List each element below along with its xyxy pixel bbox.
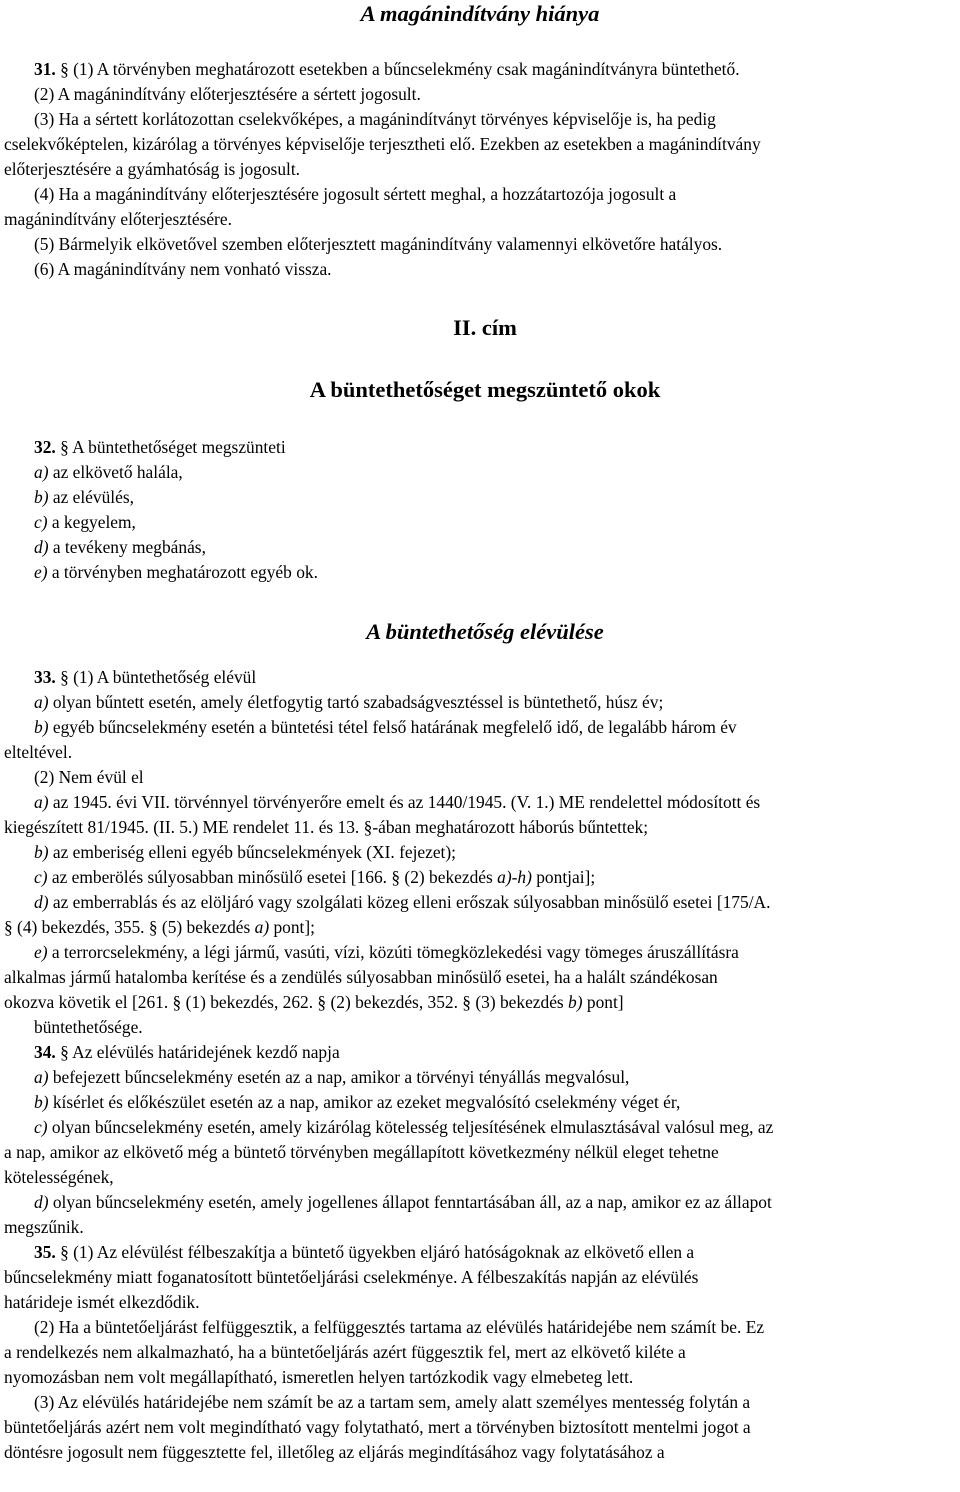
line-text: (2) A magánindítvány előterjesztésére a sértett jogosult.: [34, 84, 421, 104]
text-line: [4, 865, 956, 890]
item-letter: a): [34, 1067, 49, 1087]
line-text: a törvényben meghatározott egyéb ok.: [47, 562, 318, 582]
item-letter: c): [34, 1117, 48, 1137]
text-line: [4, 915, 956, 940]
line-text: (2) Nem évül el: [34, 767, 144, 787]
line-text: cselekvőképtelen, kizárólag a törvényes képviselője terjesztheti elő. Ezekben az esetekben a magánindítvány: [4, 134, 761, 154]
line-text: (6) A magánindítvány nem vonható vissza.: [34, 259, 332, 279]
text-line: [4, 1390, 956, 1415]
text-line: [4, 257, 956, 282]
line-text: pont]: [582, 992, 624, 1012]
item-letter: a): [34, 462, 49, 482]
item-letter: c): [34, 512, 48, 532]
item-letter: b): [34, 842, 49, 862]
item-letter: b): [34, 717, 49, 737]
document-page: [4, 0, 956, 1465]
item-letter: d): [34, 1192, 49, 1212]
text-line: [4, 1115, 956, 1140]
section-31: [4, 57, 956, 282]
section-number: 32.: [34, 437, 56, 457]
text-line: [4, 510, 956, 535]
text-line: [4, 1165, 956, 1190]
line-text: § (4) bekezdés, 355. § (5) bekezdés: [4, 917, 255, 937]
line-text: az emberölés súlyosabban minősülő esetei [166. § (2) bekezdés: [47, 867, 498, 887]
item-letter: c): [34, 867, 48, 887]
item-letter: b): [34, 487, 49, 507]
line-text: büntetőeljárás azért nem volt megindítható vagy folytatható, mert a törvényben biztosított mentelmi jogot a: [4, 1417, 751, 1437]
text-line: [4, 1440, 956, 1465]
text-line: [4, 1415, 956, 1440]
text-line: [4, 82, 956, 107]
line-text: pont];: [269, 917, 316, 937]
text-line: [4, 740, 956, 765]
line-text: befejezett bűncselekmény esetén az a nap, amikor a törvényi tényállás megvalósul,: [48, 1067, 630, 1087]
line-text: a tevékeny megbánás,: [48, 537, 206, 557]
line-text: az emberrablás és az elöljáró vagy szolgálati közeg elleni erőszak súlyosabban minősülő esetei [175/A.: [48, 892, 771, 912]
line-text: az elkövető halála,: [48, 462, 183, 482]
line-text: kötelességének,: [4, 1167, 114, 1187]
text-line: [4, 460, 956, 485]
item-letter: a): [254, 917, 270, 937]
line-text: (4) Ha a magánindítvány előterjesztésére jogosult sértett meghal, a hozzátartozója jogosult a: [34, 184, 677, 204]
text-line: [4, 57, 956, 82]
line-text: olyan bűntett esetén, amely életfogytig tartó szabadságvesztéssel is büntethető, húsz év;: [48, 692, 664, 712]
text-line: [4, 990, 956, 1015]
line-text: az 1945. évi VII. törvénnyel törvényerőre emelt és az 1440/1945. (V. 1.) ME rendelettel módosított és: [48, 792, 761, 812]
text-line: [4, 207, 956, 232]
text-line: [4, 435, 956, 460]
chapter-number: II. cím: [453, 315, 517, 340]
text-line: [4, 1190, 956, 1215]
item-letter: b): [34, 1092, 49, 1112]
section-32: [4, 435, 956, 585]
section-number: 35.: [34, 1242, 56, 1262]
text-line: [4, 1290, 956, 1315]
item-letter: e): [34, 562, 48, 582]
text-line: [4, 182, 956, 207]
text-line: [4, 965, 956, 990]
text-line: [4, 1265, 956, 1290]
text-line: [4, 1065, 956, 1090]
line-text: olyan bűncselekmény esetén, amely kizárólag kötelesség teljesítésének elmulasztásával valósul meg, az: [47, 1117, 774, 1137]
line-text: (2) Ha a büntetőeljárást felfüggesztik, a felfüggesztés tartama az elévülés határidejébe nem számít be. Ez: [34, 1317, 765, 1337]
section-heading-elevules: A büntethetőség elévülése: [366, 619, 604, 644]
text-line: [4, 1215, 956, 1240]
section-33-35: [4, 665, 956, 1465]
text-line: [4, 1090, 956, 1115]
item-letter: e): [34, 942, 48, 962]
text-line: [4, 715, 956, 740]
line-text: büntethetősége.: [34, 1017, 143, 1037]
line-text: § (1) A büntethetőség elévül: [55, 667, 257, 687]
line-text: határideje ismét elkezdődik.: [4, 1292, 200, 1312]
line-text: megszűnik.: [4, 1217, 84, 1237]
text-line: [4, 940, 956, 965]
text-line: [4, 1140, 956, 1165]
line-text: § A büntethetőséget megszünteti: [55, 437, 286, 457]
line-text: (5) Bármelyik elkövetővel szemben előterjesztett magánindítvány valamennyi elkövetőre hatályos.: [34, 234, 723, 254]
line-text: kísérlet és előkészület esetén az a nap, amikor az ezeket megvalósító cselekmény véget ér,: [48, 1092, 681, 1112]
text-line: [4, 1340, 956, 1365]
line-text: döntésre jogosult nem függesztette fel, illetőleg az eljárás megindításához vagy folytatásához a: [4, 1442, 665, 1462]
line-text: a terrorcselekmény, a légi jármű, vasúti, vízi, közúti tömegközlekedési vagy tömeges áruszállításra: [47, 942, 739, 962]
line-text: nyomozásban nem volt megállapítható, ismeretlen helyen tartózkodik vagy elmebeteg lett.: [4, 1367, 634, 1387]
line-text: pontjai];: [531, 867, 596, 887]
item-letter: d): [34, 892, 49, 912]
section-number: 31.: [34, 59, 56, 79]
text-line: [4, 890, 956, 915]
line-text: kiegészített 81/1945. (II. 5.) ME rendelet 11. és 13. §-ában meghatározott háborús bűntettek;: [4, 817, 649, 837]
line-text: bűncselekmény miatt foganatosított büntetőeljárási cselekménye. A félbeszakítás napján az elévülés: [4, 1267, 699, 1287]
text-line: [4, 1240, 956, 1265]
line-text: (3) Az elévülés határidejébe nem számít be az a tartam sem, amely alatt személyes mentesség folytán a: [34, 1392, 751, 1412]
item-letter: a)-h): [497, 867, 532, 887]
line-text: alkalmas jármű hatalomba kerítése és a zendülés súlyosabban minősülő esetei, ha a halált szándékosan: [4, 967, 718, 987]
line-text: okozva követik el [261. § (1) bekezdés, 262. § (2) bekezdés, 352. § (3) bekezdés: [4, 992, 569, 1012]
line-text: magánindítvány előterjesztésére.: [4, 209, 232, 229]
line-text: a kegyelem,: [47, 512, 136, 532]
item-letter: a): [34, 692, 49, 712]
line-text: (3) Ha a sértett korlátozottan cselekvőképes, a magánindítványt törvényes képviselője is, ha pedig: [34, 109, 716, 129]
section-number: 34.: [34, 1042, 56, 1062]
line-text: a rendelkezés nem alkalmazható, ha a büntetőeljárás azért függesztik fel, mert az elkövető kiléte a: [4, 1342, 686, 1362]
item-letter: d): [34, 537, 49, 557]
text-line: [4, 107, 956, 132]
line-text: § (1) A törvényben meghatározott esetekben a bűncselekmény csak magánindítványra büntethető.: [55, 59, 740, 79]
text-line: [4, 560, 956, 585]
line-text: az emberiség elleni egyéb bűncselekmények (XI. fejezet);: [48, 842, 457, 862]
line-text: az elévülés,: [48, 487, 134, 507]
line-text: § Az elévülés határidejének kezdő napja: [55, 1042, 340, 1062]
text-line: [4, 535, 956, 560]
text-line: [4, 1015, 956, 1040]
text-line: [4, 1365, 956, 1390]
line-text: § (1) Az elévülést félbeszakítja a büntető ügyekben eljáró hatóságoknak az elkövető ellen a: [55, 1242, 695, 1262]
line-text: elteltével.: [4, 742, 73, 762]
text-line: [4, 815, 956, 840]
text-line: [4, 690, 956, 715]
line-text: egyéb bűncselekmény esetén a büntetési tétel felső határának megfelelő idő, de legalább három év: [48, 717, 737, 737]
text-line: [4, 840, 956, 865]
text-line: [4, 790, 956, 815]
chapter-title: A büntethetőséget megszüntető okok: [309, 377, 661, 402]
line-text: a nap, amikor az elkövető még a büntető törvényben megállapított következmény nélkül eleget tehetne: [4, 1142, 719, 1162]
text-line: [4, 132, 956, 157]
section-number: 33.: [34, 667, 56, 687]
text-line: [4, 1040, 956, 1065]
item-letter: a): [34, 792, 49, 812]
item-letter: b): [568, 992, 583, 1012]
text-line: [4, 1315, 956, 1340]
text-line: [4, 485, 956, 510]
text-line: [4, 157, 956, 182]
text-line: [4, 232, 956, 257]
line-text: előterjesztésére a gyámhatóság is jogosult.: [4, 159, 301, 179]
line-text: olyan bűncselekmény esetén, amely jogellenes állapot fenntartásában áll, az a nap, amikor ez az állapot: [48, 1192, 772, 1212]
section-heading-maganinditvany: A magánindítvány hiánya: [360, 1, 600, 26]
text-line: [4, 765, 956, 790]
text-line: [4, 665, 956, 690]
